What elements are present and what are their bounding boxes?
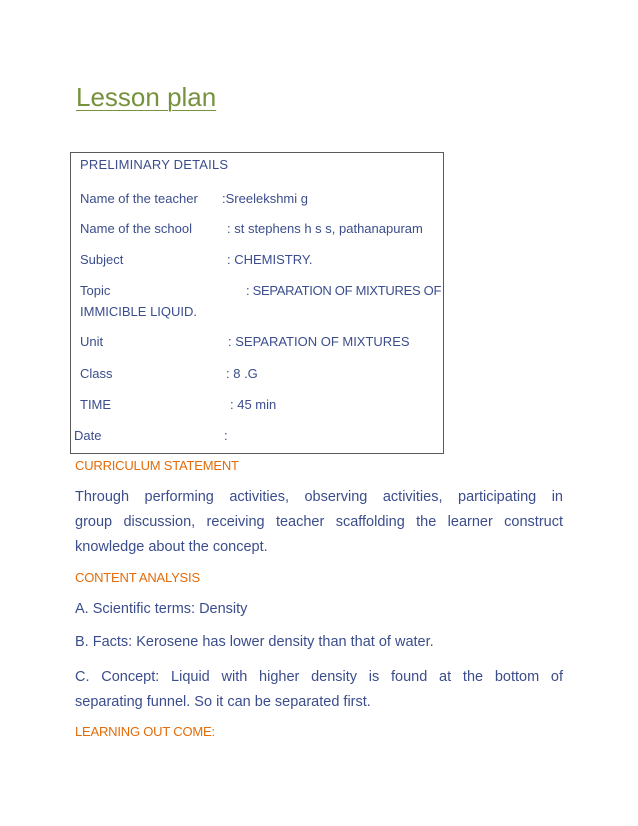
- unit-value: : SEPARATION OF MIXTURES: [228, 334, 410, 349]
- subject-value: : CHEMISTRY.: [227, 252, 313, 267]
- scientific-terms: A. Scientific terms: Density: [75, 601, 248, 617]
- curriculum-line: knowledge about the concept.: [75, 539, 268, 555]
- curriculum-heading: CURRICULUM STATEMENT: [75, 458, 239, 473]
- date-label: Date: [74, 428, 102, 443]
- class-label: Class: [80, 366, 113, 381]
- curriculum-paragraph: [75, 485, 563, 560]
- curriculum-line: Through performing activities, observing activities, participating in: [75, 489, 563, 505]
- preliminary-heading: PRELIMINARY DETAILS: [80, 157, 229, 172]
- school-label: Name of the school: [80, 221, 193, 236]
- time-value: : 45 min: [230, 397, 277, 412]
- lesson-plan-title: Lesson plan: [76, 82, 217, 112]
- unit-label: Unit: [80, 334, 104, 349]
- concept-paragraph: [75, 665, 563, 715]
- school-value: : st stephens h s s, pathanapuram: [227, 221, 423, 236]
- teacher-label: Name of the teacher: [80, 191, 198, 206]
- learning-outcome-heading: LEARNING OUT COME:: [75, 724, 215, 739]
- facts: B. Facts: Kerosene has lower density than that of water.: [75, 634, 434, 650]
- content-analysis-heading: CONTENT ANALYSIS: [75, 570, 200, 585]
- topic-value-continuation: IMMICIBLE LIQUID.: [80, 304, 198, 319]
- concept-line: C. Concept: Liquid with higher density is found at the bottom of: [75, 669, 563, 685]
- date-value: :: [224, 428, 228, 443]
- curriculum-line: group discussion, receiving teacher scaffolding the learner construct: [75, 514, 563, 530]
- class-value: : 8 .G: [226, 366, 258, 381]
- concept-line: separating funnel. So it can be separated first.: [75, 694, 371, 710]
- time-label: TIME: [80, 397, 112, 412]
- teacher-value: :Sreelekshmi g: [222, 191, 308, 206]
- subject-label: Subject: [80, 252, 124, 267]
- topic-label: Topic: [80, 283, 111, 298]
- topic-value: : SEPARATION OF MIXTURES OF: [246, 283, 442, 298]
